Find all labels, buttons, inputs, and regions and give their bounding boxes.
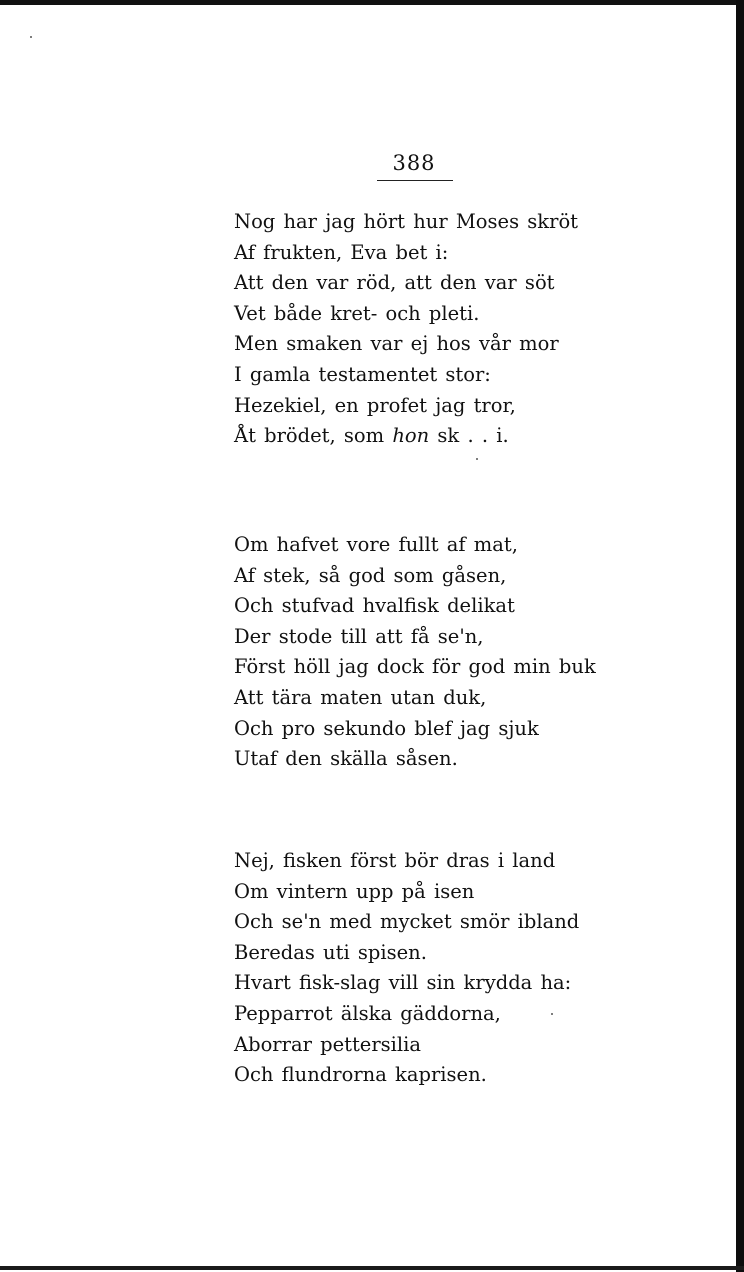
scan-speck — [476, 458, 478, 460]
verse-line: Beredas uti spisen. — [234, 940, 427, 964]
verse-line: Pepparrot älska gäddorna, — [234, 1001, 501, 1025]
verse-line: Vet både kret- och pleti. — [234, 301, 480, 325]
stanza-2 — [234, 530, 596, 775]
page-number-rule — [377, 180, 453, 181]
verse-line: Om vintern upp på isen — [234, 879, 475, 903]
verse-line: Utaf den skälla såsen. — [234, 747, 458, 771]
verse-line: Af stek, så god som gåsen, — [234, 563, 507, 587]
stanza-1 — [234, 207, 578, 452]
verse-line: Hvart fisk-slag vill sin krydda ha: — [234, 971, 572, 995]
verse-line: Nej, fisken först bör dras i land — [234, 849, 556, 872]
verse-line: Aborrar pettersilia — [234, 1032, 421, 1056]
verse-line: Och pro sekundo blef jag sjuk — [234, 716, 539, 740]
verse-line: Men smaken var ej hos vår mor — [234, 332, 559, 356]
scan-border-top — [0, 0, 744, 5]
verse-line: Att tära maten utan duk, — [234, 685, 487, 709]
verse-line: Och se'n med mycket smör ibland — [234, 910, 580, 934]
verse-line — [234, 421, 578, 452]
verse-line: Att den var röd, att den var söt — [234, 271, 555, 295]
verse-line: Hezekiel, en profet jag tror, — [234, 393, 516, 417]
verse-line: Om hafvet vore fullt af mat, — [234, 533, 518, 556]
page-number: 388 — [392, 151, 436, 175]
scan-border-right — [736, 0, 744, 1272]
stanza-3 — [234, 846, 579, 1091]
verse-line: I gamla testamentet stor: — [234, 362, 491, 386]
verse-line: Af frukten, Eva bet i: — [234, 240, 449, 264]
verse-line: Nog har jag hört hur Moses skröt — [234, 210, 579, 233]
verse-line: Och flundrorna kaprisen. — [234, 1063, 487, 1087]
scan-speck — [551, 1013, 553, 1015]
verse-line: Först höll jag dock för god min buk — [234, 655, 596, 679]
verse-line-emphasis: hon — [392, 424, 430, 448]
verse-line-part: Åt brödet, som — [234, 424, 393, 448]
verse-line: Der stode till att få se'n, — [234, 624, 484, 648]
verse-line: Och stufvad hvalfisk delikat — [234, 594, 515, 618]
scan-speck — [30, 36, 32, 38]
scan-border-bottom — [0, 1266, 744, 1270]
verse-line-part: sk . . i. — [429, 424, 509, 448]
